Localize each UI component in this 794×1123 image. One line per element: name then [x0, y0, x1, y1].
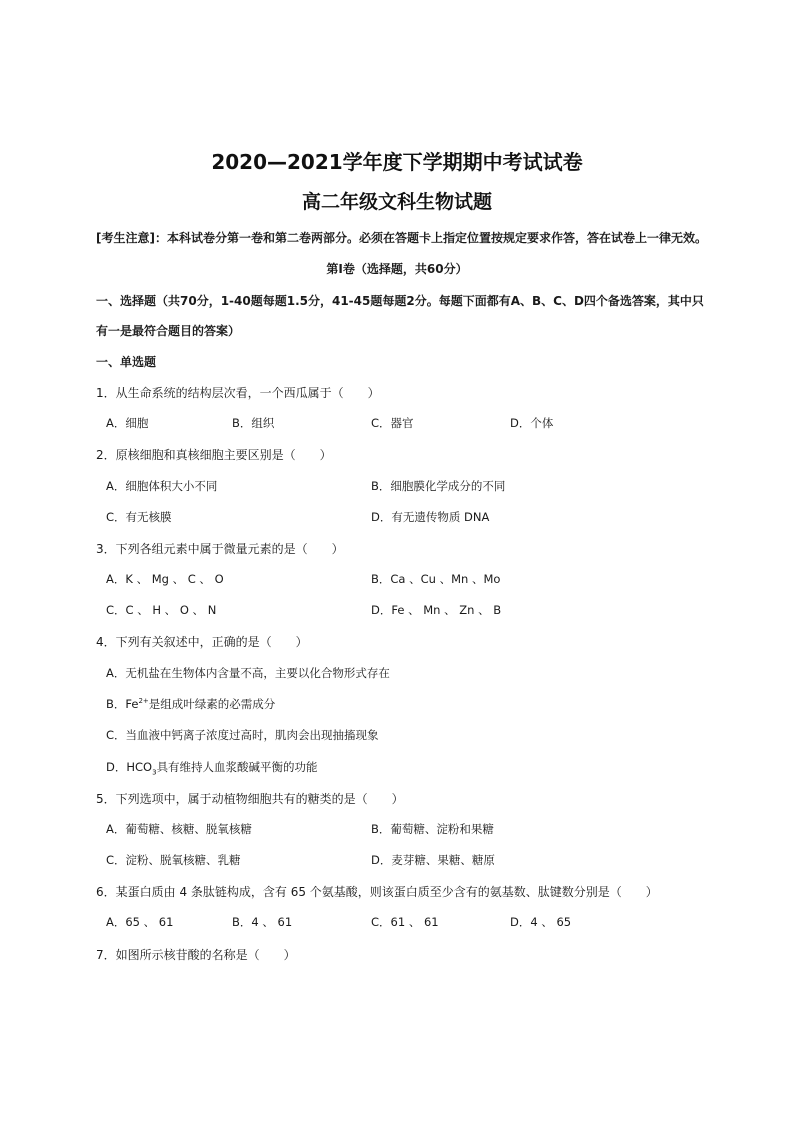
exam-subtitle: 高二年级文科生物试题: [301, 191, 492, 213]
question-1-option-a: A．细胞: [106, 416, 149, 430]
question-4-option-b-prefix: B．Fe: [106, 697, 139, 711]
question-5-option-c: C．淀粉、脱氧核糖、乳糖: [106, 853, 241, 867]
question-1-option-c: C．器官: [371, 416, 414, 430]
question-4-option-b-charge: 2+: [138, 697, 149, 706]
question-4-option-c: C．当血液中钙离子浓度过高时，肌肉会出现抽搐现象: [106, 728, 379, 742]
question-5-option-b: B．葡萄糖、淀粉和果糖: [371, 822, 494, 836]
exam-notice: [考生注意]：本科试卷分第一卷和第二卷两部分。必须在答题卡上指定位置按规定要求作答，答在试卷上一律无效。: [96, 231, 707, 245]
question-1-option-b: B．组织: [232, 416, 275, 430]
question-3-option-a: A．K 、 Mg 、 C 、 O: [106, 572, 224, 586]
question-5-stem: 5．下列选项中，属于动植物细胞共有的糖类的是（ ）: [96, 792, 404, 806]
question-7-stem: 7．如图所示核苷酸的名称是（ ）: [96, 948, 296, 962]
question-2-option-b: B．细胞膜化学成分的不同: [371, 479, 506, 493]
question-6-option-d: D．4 、 65: [510, 915, 572, 929]
section-subheading: 一、单选题: [96, 355, 157, 369]
instruction-line-2: 有一是最符合题目的答案）: [96, 324, 241, 338]
question-1-stem: 1．从生命系统的结构层次看，一个西瓜属于（ ）: [96, 386, 380, 400]
instruction-line-1: 一、选择题（共70分，1-40题每题1.5分，41-45题每题2分。每题下面都有A、B、C、D四个备选答案，其中只: [96, 294, 704, 308]
question-4-option-d: [106, 759, 318, 775]
section-heading: 第Ⅰ卷（选择题，共60分）: [326, 262, 468, 276]
question-4-option-b: [106, 696, 275, 712]
question-4-option-b-rest: 是组成叶绿素的必需成分: [148, 697, 276, 711]
question-5-option-a: A．葡萄糖、核糖、脱氧核糖: [106, 822, 252, 836]
question-2-option-d: D．有无遗传物质 DNA: [371, 510, 490, 524]
question-6-option-a: A．65 、 61: [106, 915, 174, 929]
question-4-option-d-rest: 具有维持人血浆酸碱平衡的功能: [156, 760, 318, 774]
question-6-option-b: B．4 、 61: [232, 915, 293, 929]
question-4-stem: 4．下列有关叙述中，正确的是（ ）: [96, 635, 308, 649]
question-3-option-d: D．Fe 、 Mn 、 Zn 、 B: [371, 603, 502, 617]
question-3-option-c: C．C 、 H 、 O 、 N: [106, 603, 217, 617]
question-5-option-d: D．麦芽糖、果糖、糖原: [371, 853, 495, 867]
question-6-stem: 6．某蛋白质由 4 条肽链构成，含有 65 个氨基酸，则该蛋白质至少含有的氨基数、肽键数分别是（ ）: [96, 885, 658, 899]
question-4-option-d-subscript: 3: [152, 768, 157, 777]
question-6-option-c: C．61 、 61: [371, 915, 439, 929]
question-3-option-b: B．Ca 、Cu 、Mn 、Mo: [371, 572, 501, 586]
question-2-option-c: C．有无核膜: [106, 510, 172, 524]
exam-title: 2020—2021学年度下学期期中考试试卷: [211, 150, 583, 174]
question-1-option-d: D．个体: [510, 416, 554, 430]
question-3-stem: 3．下列各组元素中属于微量元素的是（ ）: [96, 542, 344, 556]
question-4-option-a: A．无机盐在生物体内含量不高，主要以化合物形式存在: [106, 666, 390, 680]
question-2-stem: 2．原核细胞和真核细胞主要区别是（ ）: [96, 448, 332, 462]
question-4-option-d-prefix: D．HCO: [106, 760, 153, 774]
question-2-option-a: A．细胞体积大小不同: [106, 479, 218, 493]
